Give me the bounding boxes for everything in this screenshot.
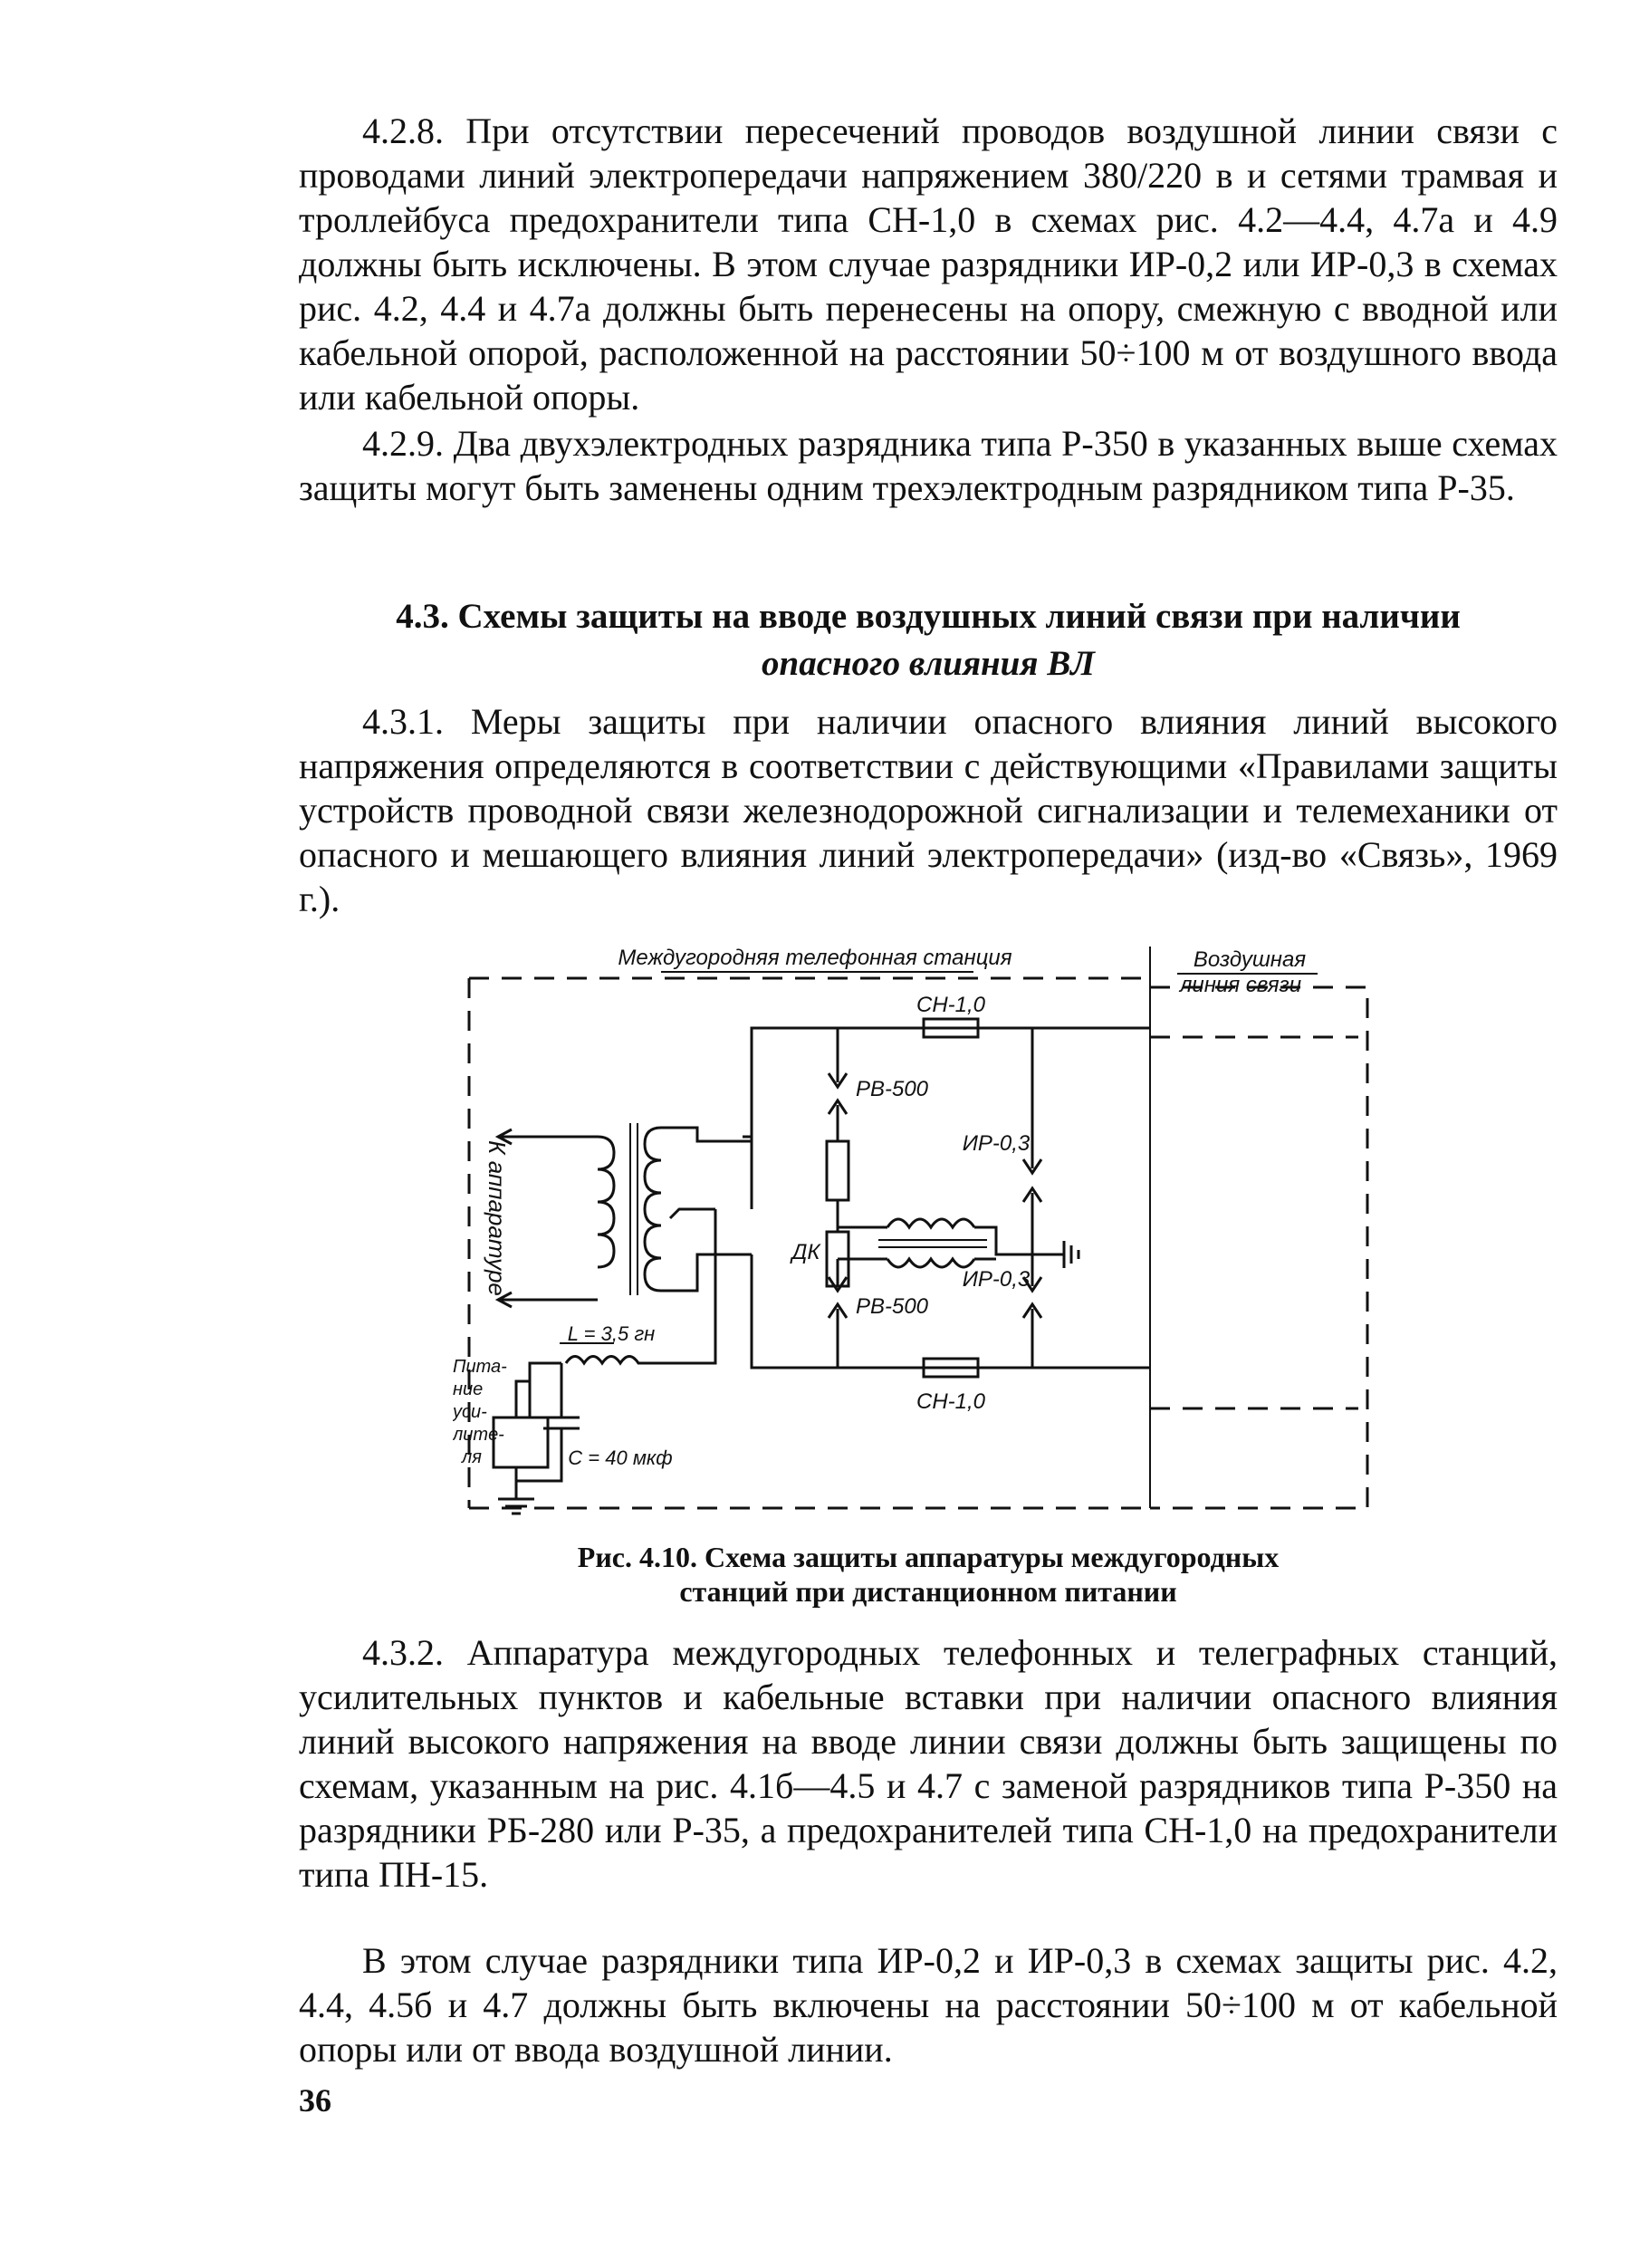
page-number: 36 (299, 2082, 331, 2119)
paragraph-4-3-1: 4.3.1. Меры защиты при наличии опасного влияния линий высокого напряжения определяются в соответствии с действующими «Правилами защиты устройств проводной связи железнодорожной сигнализации и телемеханики от опасного и мешающего влияния линий электропередачи» (изд-во «Связь», 1969 г.). (299, 701, 1558, 919)
label-ir-top: ИР-0,3 (962, 1131, 1031, 1156)
circuit-diagram (453, 937, 1404, 1540)
section-heading (299, 593, 1558, 687)
paragraph-4-3-2: 4.3.2. Аппаратура междугородных телефонных и телеграфных станций, усилительных пунктов и кабельные вставки при наличии опасного влияния линий высокого напряжения на вводе линии связи должны быть защищены по схемам, указанным на рис. 4.1б—4.5 и 4.7 с заменой разрядников типа Р-350 на разрядники РБ-280 или Р-35, а предохранителей типа СН-1,0 на предохранители типа ПН-15. (299, 1632, 1558, 1895)
label-fuse-top: СН-1,0 (916, 993, 986, 1017)
figure-caption (471, 1540, 1385, 1609)
label-power-2: ние (453, 1379, 484, 1399)
paragraph-4-2-8: 4.2.8. При отсутствии пересечений проводов воздушной линии связи с проводами линий электропередачи напряжением 380/220 в и сетями трамвая и троллейбуса предохранители типа СН-1,0 в схемах рис. 4.2—4.4, 4.7а и 4.9 должны быть исключены. В этом случае разрядники ИР-0,2 или ИР-0,3 в схемах рис. 4.2, 4.4 и 4.7а должны быть перенесены на опору, смежную с вводной или кабельной опорой, расположенной на расстоянии 50÷100 м от воздушного ввода или кабельной опоры. (299, 111, 1558, 418)
label-power-4: лите- (453, 1425, 504, 1445)
transformer-top-wire (661, 1128, 752, 1141)
label-fuse-bottom: СН-1,0 (916, 1389, 986, 1414)
rv-resistor-top (827, 1141, 848, 1200)
label-ir-bottom: ИР-0,3 (962, 1267, 1031, 1292)
section-heading-line2: опасного влияния ВЛ (762, 644, 1095, 683)
transformer-bottom-wire (661, 1254, 752, 1291)
circuit-diagram-svg (453, 937, 1404, 1540)
paragraph-4-3-2-continued: В этом случае разрядники типа ИР-0,2 и ИР-0,3 в схемах защиты рис. 4.2, 4.4, 4.5б и 4.7 должны быть включены на расстоянии 50÷100 м от кабельной опоры или от ввода воздушной линии. (299, 1940, 1558, 2070)
label-air-line-1: Воздушная (1193, 947, 1307, 972)
section-heading-line1: 4.3. Схемы защиты на вводе воздушных линий связи при наличии (396, 597, 1461, 636)
figure-caption-line1: Рис. 4.10. Схема защиты аппаратуры междугородных (577, 1541, 1280, 1573)
label-power-3: уси- (453, 1402, 487, 1422)
label-station: Междугородняя телефонная станция (618, 946, 1012, 970)
transformer-secondary (645, 1128, 661, 1291)
figure-caption-line2: станций при дистанционном питании (679, 1575, 1177, 1608)
label-capacitor: С = 40 мкф (568, 1446, 673, 1469)
paragraph-4-2-9: 4.2.9. Два двухэлектродных разрядника типа Р-350 в указанных выше схемах защиты могут быть заменены одним трехэлектродным разрядником типа Р-35. (299, 423, 1558, 508)
label-choke: ДК (791, 1240, 820, 1264)
inductor-coil (566, 1357, 647, 1364)
choke-coil-top (887, 1219, 974, 1227)
wire-top (752, 1028, 1150, 1209)
line-boundary (1150, 987, 1367, 1508)
label-rv-bottom: РВ-500 (855, 1294, 929, 1319)
label-equipment: К аппаратуре (484, 1140, 511, 1296)
label-rv-top: РВ-500 (855, 1077, 929, 1101)
label-air-line-2: линия связи (1179, 973, 1302, 997)
label-power-5: ля (462, 1447, 482, 1467)
transformer-primary (598, 1137, 614, 1267)
label-inductor: L = 3,5 гн (567, 1322, 656, 1345)
choke-coil-bottom (887, 1259, 974, 1267)
wire-bottom (752, 1254, 1150, 1368)
label-power-1: Пита- (453, 1357, 507, 1377)
